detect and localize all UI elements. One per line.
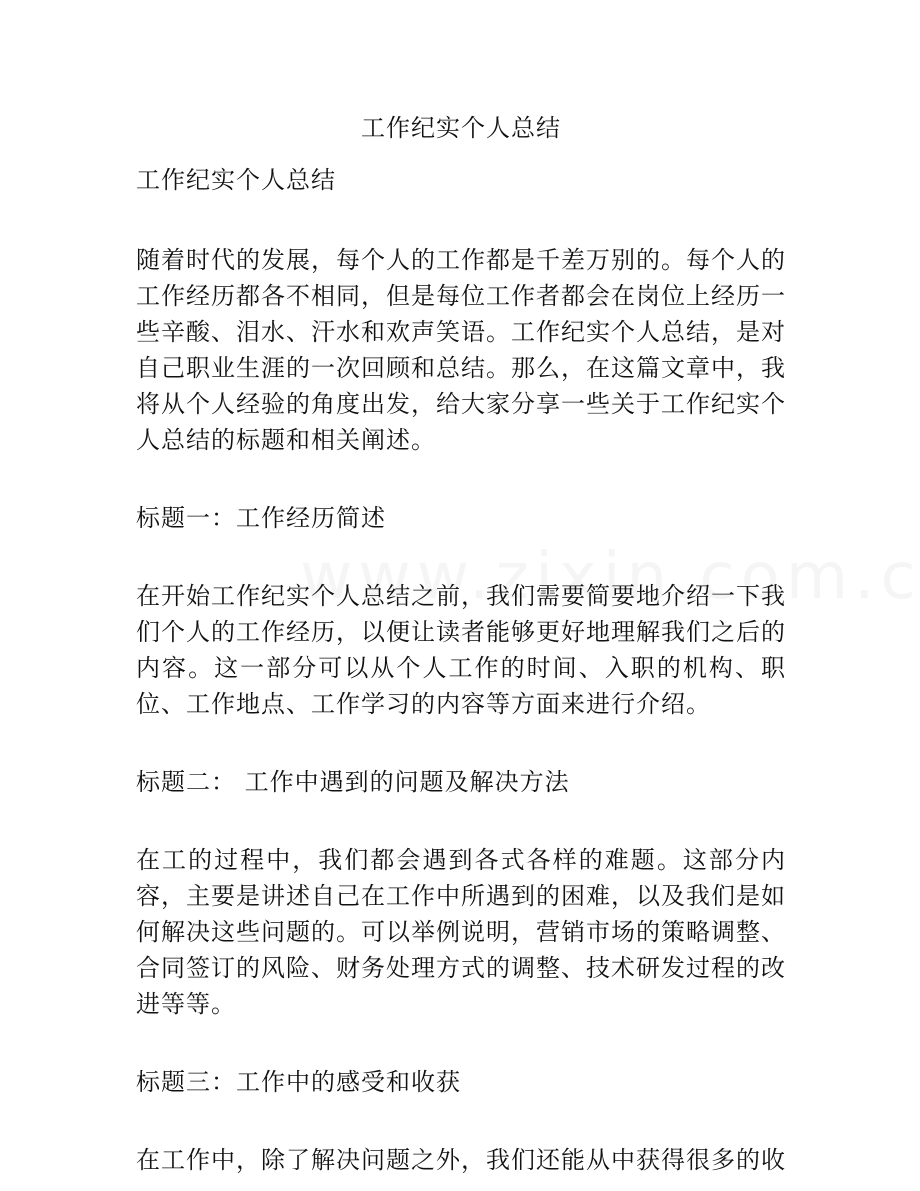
section-body-3: 在工作中，除了解决问题之外，我们还能从中获得很多的收	[136, 1146, 786, 1174]
section-heading-2: 标题二： 工作中遇到的问题及解决方法	[136, 768, 570, 796]
intro-paragraph: 随着时代的发展，每个人的工作都是千差万别的。每个人的工作经历都各不相同，但是每位工作者都会在岗位上经历一些辛酸、泪水、汗水和欢声笑语。工作纪实个人总结，是对自己职业生涯的一次回顾和总结。那么，在这篇文章中，我将从个人经验的角度出发，给大家分享一些关于工作纪实个人总结的标题和相关阐述。	[136, 246, 786, 454]
section-body-1: 在开始工作纪实个人总结之前，我们需要简要地介绍一下我们个人的工作经历，以便让读者能够更好地理解我们之后的内容。这一部分可以从个人工作的时间、入职的机构、职位、工作地点、工作学习的内容等方面来进行介绍。	[136, 582, 786, 718]
document-subtitle: 工作纪实个人总结	[136, 166, 336, 194]
section-heading-1: 标题一：工作经历简述	[136, 504, 386, 532]
section-body-2: 在工的过程中，我们都会遇到各式各样的难题。这部分内容，主要是讲述自己在工作中所遇到的困难，以及我们是如何解决这些问题的。可以举例说明，营销市场的策略调整、合同签订的风险、财务处理方式的调整、技术研发过程的改进等等。	[136, 846, 786, 1018]
section-heading-3: 标题三：工作中的感受和收获	[136, 1068, 461, 1096]
document-title: 工作纪实个人总结	[361, 114, 561, 142]
